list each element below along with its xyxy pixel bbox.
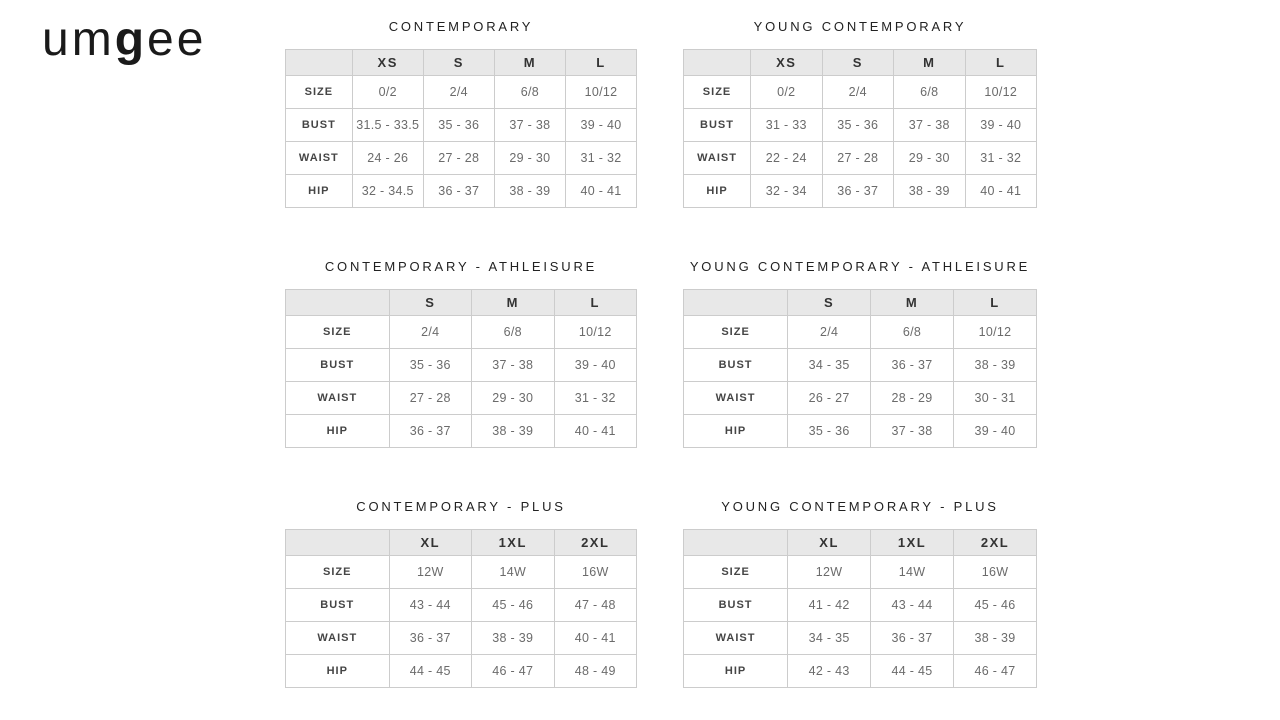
table-row bbox=[286, 655, 637, 688]
column-header: XS bbox=[751, 50, 822, 76]
header-row bbox=[286, 50, 637, 76]
column-header: XS bbox=[352, 50, 423, 76]
table-row bbox=[286, 142, 637, 175]
row-label: WAIST bbox=[286, 382, 390, 415]
size-value: 35 - 36 bbox=[788, 415, 871, 448]
size-value: 45 - 46 bbox=[954, 589, 1037, 622]
table-row bbox=[684, 556, 1037, 589]
size-value: 0/2 bbox=[751, 76, 822, 109]
header-row bbox=[684, 290, 1037, 316]
table-row bbox=[684, 349, 1037, 382]
size-value: 28 - 29 bbox=[871, 382, 954, 415]
corner-cell bbox=[286, 290, 390, 316]
size-value: 2/4 bbox=[788, 316, 871, 349]
table-row bbox=[286, 349, 637, 382]
column-header: M bbox=[494, 50, 565, 76]
row-label: HIP bbox=[286, 175, 353, 208]
size-value: 38 - 39 bbox=[472, 415, 554, 448]
table-row bbox=[684, 655, 1037, 688]
size-value: 29 - 30 bbox=[894, 142, 965, 175]
size-value: 44 - 45 bbox=[871, 655, 954, 688]
column-header: L bbox=[554, 290, 637, 316]
table-row bbox=[286, 415, 637, 448]
corner-cell bbox=[684, 530, 788, 556]
size-value: 37 - 38 bbox=[871, 415, 954, 448]
size-value: 46 - 47 bbox=[472, 655, 554, 688]
column-header: 1XL bbox=[871, 530, 954, 556]
size-value: 42 - 43 bbox=[788, 655, 871, 688]
table-row bbox=[286, 76, 637, 109]
column-header: S bbox=[822, 50, 893, 76]
column-header: M bbox=[472, 290, 554, 316]
size-value: 37 - 38 bbox=[494, 109, 565, 142]
size-value: 34 - 35 bbox=[788, 349, 871, 382]
corner-cell bbox=[286, 530, 390, 556]
table-row bbox=[684, 175, 1037, 208]
size-value: 36 - 37 bbox=[389, 415, 471, 448]
size-value: 40 - 41 bbox=[554, 415, 637, 448]
row-label: BUST bbox=[684, 109, 751, 142]
size-value: 27 - 28 bbox=[389, 382, 471, 415]
row-label: BUST bbox=[286, 589, 390, 622]
column-header: M bbox=[871, 290, 954, 316]
size-value: 31 - 32 bbox=[965, 142, 1036, 175]
size-value: 36 - 37 bbox=[423, 175, 494, 208]
column-header: XL bbox=[389, 530, 471, 556]
size-value: 29 - 30 bbox=[472, 382, 554, 415]
size-value: 43 - 44 bbox=[389, 589, 471, 622]
row-label: BUST bbox=[684, 589, 788, 622]
column-header: S bbox=[423, 50, 494, 76]
size-value: 34 - 35 bbox=[788, 622, 871, 655]
column-header: M bbox=[894, 50, 965, 76]
size-value: 46 - 47 bbox=[954, 655, 1037, 688]
size-value: 32 - 34.5 bbox=[352, 175, 423, 208]
row-label: BUST bbox=[286, 109, 353, 142]
size-value: 32 - 34 bbox=[751, 175, 822, 208]
size-value: 22 - 24 bbox=[751, 142, 822, 175]
row-label: HIP bbox=[684, 175, 751, 208]
table-row bbox=[286, 175, 637, 208]
column-header: S bbox=[389, 290, 471, 316]
column-header: 2XL bbox=[954, 530, 1037, 556]
size-value: 31.5 - 33.5 bbox=[352, 109, 423, 142]
row-label: BUST bbox=[286, 349, 390, 382]
size-value: 36 - 37 bbox=[822, 175, 893, 208]
size-value: 16W bbox=[554, 556, 637, 589]
size-value: 44 - 45 bbox=[389, 655, 471, 688]
row-label: SIZE bbox=[684, 76, 751, 109]
size-value: 39 - 40 bbox=[565, 109, 636, 142]
size-value: 10/12 bbox=[965, 76, 1036, 109]
row-label: SIZE bbox=[286, 556, 390, 589]
size-table-title: CONTEMPORARY - PLUS bbox=[356, 499, 566, 514]
size-table-title: YOUNG CONTEMPORARY - ATHLEISURE bbox=[689, 259, 1031, 274]
size-value: 40 - 41 bbox=[565, 175, 636, 208]
size-value: 37 - 38 bbox=[472, 349, 554, 382]
table-row bbox=[684, 589, 1037, 622]
size-value: 2/4 bbox=[423, 76, 494, 109]
size-table-group bbox=[285, 260, 637, 448]
size-table-title: CONTEMPORARY - ATHLEISURE bbox=[324, 259, 598, 274]
column-header: L bbox=[565, 50, 636, 76]
header-row bbox=[684, 530, 1037, 556]
size-value: 35 - 36 bbox=[822, 109, 893, 142]
row-label: BUST bbox=[684, 349, 788, 382]
size-value: 6/8 bbox=[494, 76, 565, 109]
size-value: 38 - 39 bbox=[494, 175, 565, 208]
size-value: 40 - 41 bbox=[554, 622, 637, 655]
size-value: 24 - 26 bbox=[352, 142, 423, 175]
size-value: 36 - 37 bbox=[389, 622, 471, 655]
row-label: SIZE bbox=[684, 316, 788, 349]
size-value: 6/8 bbox=[871, 316, 954, 349]
header-row bbox=[286, 290, 637, 316]
size-value: 27 - 28 bbox=[822, 142, 893, 175]
size-value: 31 - 32 bbox=[554, 382, 637, 415]
corner-cell bbox=[684, 290, 788, 316]
size-value: 0/2 bbox=[352, 76, 423, 109]
size-value: 43 - 44 bbox=[871, 589, 954, 622]
table-row bbox=[684, 622, 1037, 655]
table-row bbox=[684, 142, 1037, 175]
size-value: 2/4 bbox=[822, 76, 893, 109]
size-value: 26 - 27 bbox=[788, 382, 871, 415]
size-table bbox=[285, 49, 637, 208]
size-value: 48 - 49 bbox=[554, 655, 637, 688]
table-row bbox=[286, 109, 637, 142]
table-row bbox=[684, 382, 1037, 415]
table-row bbox=[286, 622, 637, 655]
size-value: 45 - 46 bbox=[472, 589, 554, 622]
size-table-group bbox=[285, 20, 637, 208]
header-row bbox=[286, 530, 637, 556]
row-label: HIP bbox=[684, 415, 788, 448]
size-value: 10/12 bbox=[954, 316, 1037, 349]
size-value: 12W bbox=[389, 556, 471, 589]
logo-text-g: g bbox=[114, 13, 148, 66]
table-row bbox=[286, 556, 637, 589]
row-label: WAIST bbox=[286, 622, 390, 655]
size-value: 35 - 36 bbox=[423, 109, 494, 142]
size-table-title: CONTEMPORARY bbox=[388, 19, 534, 34]
row-label: SIZE bbox=[286, 76, 353, 109]
row-label: WAIST bbox=[684, 382, 788, 415]
size-value: 16W bbox=[954, 556, 1037, 589]
row-label: SIZE bbox=[286, 316, 390, 349]
size-value: 39 - 40 bbox=[965, 109, 1036, 142]
size-value: 40 - 41 bbox=[965, 175, 1036, 208]
column-header: XL bbox=[788, 530, 871, 556]
table-row bbox=[684, 76, 1037, 109]
corner-cell bbox=[286, 50, 353, 76]
column-header: L bbox=[954, 290, 1037, 316]
size-value: 27 - 28 bbox=[423, 142, 494, 175]
logo-text-um: um bbox=[42, 13, 115, 66]
size-value: 12W bbox=[788, 556, 871, 589]
size-value: 31 - 33 bbox=[751, 109, 822, 142]
size-value: 31 - 32 bbox=[565, 142, 636, 175]
table-row bbox=[684, 316, 1037, 349]
size-table bbox=[683, 289, 1037, 448]
table-row bbox=[684, 415, 1037, 448]
size-value: 39 - 40 bbox=[554, 349, 637, 382]
size-value: 35 - 36 bbox=[389, 349, 471, 382]
size-value: 29 - 30 bbox=[494, 142, 565, 175]
umgee-brand-logo bbox=[42, 13, 207, 66]
table-row bbox=[684, 109, 1037, 142]
size-table bbox=[683, 529, 1037, 688]
size-table bbox=[285, 529, 637, 688]
size-table-group bbox=[683, 260, 1037, 448]
size-charts-grid bbox=[285, 0, 1037, 688]
row-label: HIP bbox=[286, 415, 390, 448]
corner-cell bbox=[684, 50, 751, 76]
size-value: 38 - 39 bbox=[472, 622, 554, 655]
size-table-title: YOUNG CONTEMPORARY - PLUS bbox=[721, 499, 999, 514]
size-table-title: YOUNG CONTEMPORARY bbox=[753, 19, 967, 34]
size-value: 38 - 39 bbox=[954, 349, 1037, 382]
size-value: 36 - 37 bbox=[871, 349, 954, 382]
row-label: HIP bbox=[684, 655, 788, 688]
column-header: 2XL bbox=[554, 530, 637, 556]
size-value: 6/8 bbox=[472, 316, 554, 349]
size-value: 14W bbox=[871, 556, 954, 589]
column-header: S bbox=[788, 290, 871, 316]
size-value: 6/8 bbox=[894, 76, 965, 109]
size-value: 41 - 42 bbox=[788, 589, 871, 622]
row-label: WAIST bbox=[684, 622, 788, 655]
size-table-group bbox=[285, 500, 637, 688]
size-value: 10/12 bbox=[565, 76, 636, 109]
row-label: WAIST bbox=[684, 142, 751, 175]
size-value: 47 - 48 bbox=[554, 589, 637, 622]
column-header: 1XL bbox=[472, 530, 554, 556]
row-label: SIZE bbox=[684, 556, 788, 589]
size-value: 37 - 38 bbox=[894, 109, 965, 142]
size-table-group bbox=[683, 500, 1037, 688]
column-header: L bbox=[965, 50, 1036, 76]
size-value: 39 - 40 bbox=[954, 415, 1037, 448]
row-label: WAIST bbox=[286, 142, 353, 175]
logo-text-ee: ee bbox=[147, 13, 207, 66]
header-row bbox=[684, 50, 1037, 76]
size-value: 30 - 31 bbox=[954, 382, 1037, 415]
table-row bbox=[286, 316, 637, 349]
size-value: 38 - 39 bbox=[894, 175, 965, 208]
size-value: 14W bbox=[472, 556, 554, 589]
size-table bbox=[683, 49, 1037, 208]
size-table bbox=[285, 289, 637, 448]
table-row bbox=[286, 589, 637, 622]
size-table-group bbox=[683, 20, 1037, 208]
table-row bbox=[286, 382, 637, 415]
size-value: 36 - 37 bbox=[871, 622, 954, 655]
size-value: 2/4 bbox=[389, 316, 471, 349]
size-value: 10/12 bbox=[554, 316, 637, 349]
size-value: 38 - 39 bbox=[954, 622, 1037, 655]
row-label: HIP bbox=[286, 655, 390, 688]
